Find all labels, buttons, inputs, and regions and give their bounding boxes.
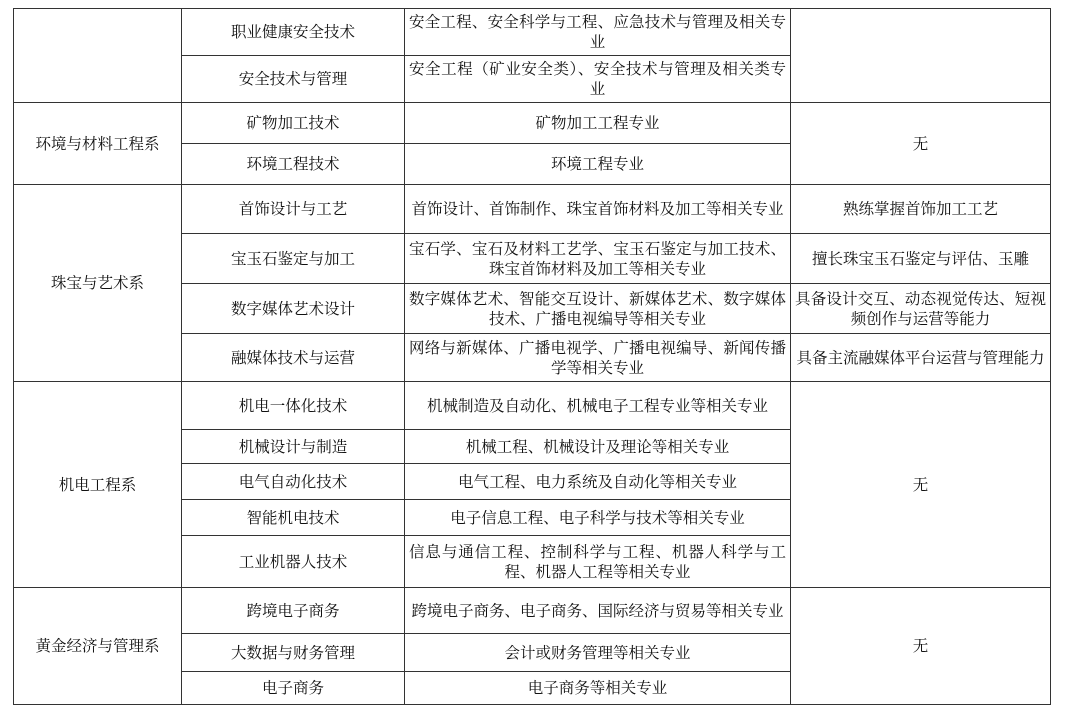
requirement-cell: 电子商务等相关专业	[405, 672, 791, 705]
major-cell: 首饰设计与工艺	[182, 185, 405, 234]
major-cell: 机电一体化技术	[182, 382, 405, 430]
department-cell	[14, 9, 182, 103]
major-cell: 环境工程技术	[182, 144, 405, 185]
major-cell: 宝玉石鉴定与加工	[182, 234, 405, 284]
department-cell: 环境与材料工程系	[14, 103, 182, 185]
table-row	[14, 588, 1051, 634]
extra-requirement-cell: 无	[791, 103, 1051, 185]
requirement-cell: 机械工程、机械设计及理论等相关专业	[405, 430, 791, 464]
major-cell: 智能机电技术	[182, 500, 405, 536]
table-row	[14, 185, 1051, 234]
major-cell: 矿物加工技术	[182, 103, 405, 144]
extra-requirement-cell: 熟练掌握首饰加工工艺	[791, 185, 1051, 234]
extra-requirement-cell: 具备主流融媒体平台运营与管理能力	[791, 334, 1051, 382]
major-cell: 电子商务	[182, 672, 405, 705]
requirement-cell: 安全工程（矿业安全类）、安全技术与管理及相关类专业	[405, 56, 791, 103]
requirement-cell: 矿物加工工程专业	[405, 103, 791, 144]
major-cell: 电气自动化技术	[182, 464, 405, 500]
table-row	[14, 103, 1051, 144]
requirement-cell: 信息与通信工程、控制科学与工程、机器人科学与工程、机器人工程等相关专业	[405, 536, 791, 588]
requirement-cell: 安全工程、安全科学与工程、应急技术与管理及相关专业	[405, 9, 791, 56]
extra-requirement-cell: 无	[791, 588, 1051, 705]
major-cell: 大数据与财务管理	[182, 634, 405, 672]
major-cell: 安全技术与管理	[182, 56, 405, 103]
table-row	[14, 382, 1051, 430]
major-cell: 数字媒体艺术设计	[182, 284, 405, 334]
requirement-cell: 电子信息工程、电子科学与技术等相关专业	[405, 500, 791, 536]
extra-requirement-cell	[791, 9, 1051, 103]
requirement-cell: 宝石学、宝石及材料工艺学、宝玉石鉴定与加工技术、珠宝首饰材料及加工等相关专业	[405, 234, 791, 284]
requirement-cell: 环境工程专业	[405, 144, 791, 185]
major-cell: 职业健康安全技术	[182, 9, 405, 56]
major-cell: 跨境电子商务	[182, 588, 405, 634]
requirement-cell: 电气工程、电力系统及自动化等相关专业	[405, 464, 791, 500]
department-cell: 珠宝与艺术系	[14, 185, 182, 382]
extra-requirement-cell: 无	[791, 382, 1051, 588]
major-cell: 工业机器人技术	[182, 536, 405, 588]
extra-requirement-cell: 擅长珠宝玉石鉴定与评估、玉雕	[791, 234, 1051, 284]
requirement-cell: 机械制造及自动化、机械电子工程专业等相关专业	[405, 382, 791, 430]
requirement-cell: 数字媒体艺术、智能交互设计、新媒体艺术、数字媒体技术、广播电视编导等相关专业	[405, 284, 791, 334]
major-cell: 机械设计与制造	[182, 430, 405, 464]
requirement-cell: 首饰设计、首饰制作、珠宝首饰材料及加工等相关专业	[405, 185, 791, 234]
department-cell: 黄金经济与管理系	[14, 588, 182, 705]
requirement-cell: 会计或财务管理等相关专业	[405, 634, 791, 672]
requirement-cell: 网络与新媒体、广播电视学、广播电视编导、新闻传播学等相关专业	[405, 334, 791, 382]
major-cell: 融媒体技术与运营	[182, 334, 405, 382]
requirements-table	[13, 8, 1051, 705]
department-cell: 机电工程系	[14, 382, 182, 588]
extra-requirement-cell: 具备设计交互、动态视觉传达、短视频创作与运营等能力	[791, 284, 1051, 334]
requirement-cell: 跨境电子商务、电子商务、国际经济与贸易等相关专业	[405, 588, 791, 634]
table-row	[14, 9, 1051, 56]
